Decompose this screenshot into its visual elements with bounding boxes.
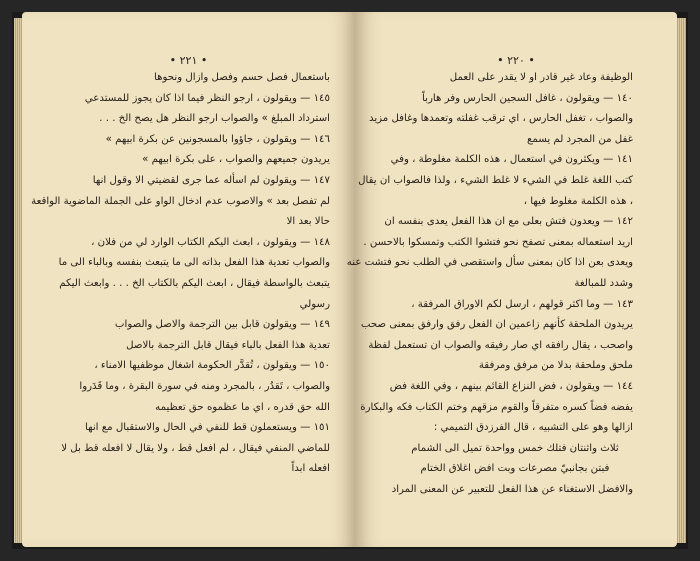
text-line: للماضي المنفي فيقال ، لم افعل قط ، ولا يقال لا افعله قط بل لا — [61, 442, 330, 454]
text-line: ١٤٤ — ويقولون ، فض النزاع القائم بينهم ، وفي اللغة فض — [389, 380, 633, 392]
text-line: غفل من المجرد لم يسمع — [526, 133, 633, 145]
text-line: ١٤٥ — ويقولون ، ارجو النظر فيما اذا كان يجوز للمستدعي — [84, 92, 330, 104]
text-line: ازالها وهو على التشبيه ، قال الفرزدق التميمي : — [433, 422, 633, 434]
text-line: تعدية هذا الفعل بالباء فيقال قابل الترجمة بالاصل — [126, 339, 330, 351]
open-book — [12, 12, 688, 549]
text-line: ١٤٧ — ويقولون لم اسأله عما جرى لقضيتي الا وقول انها — [92, 174, 330, 186]
text-line: يريدون جميعهم والصواب ، على بكرة ابيهم » — [142, 154, 330, 166]
text-line: والصواب ، تغفل الحارس ، اي ترقب غفلته وتعمدها وغافل مزيد — [368, 113, 633, 125]
text-line: ويعدى بعن اذا كان بمعنى سأل واستقصى في الطلب نحو فتشت عنه — [346, 257, 633, 269]
text-line: لم تفصل بعد » والاصوب عدم ادخال الواو على الجملة الماضوية الواقعة — [31, 195, 330, 207]
text-line: وشدد للمبالغة — [574, 277, 633, 289]
text-line: والافضل الاستغناء عن هذا الفعل للتعبير عن المعنى المراد — [391, 483, 633, 495]
page-text — [346, 68, 633, 500]
page-number: • ٢٢١ • — [169, 54, 208, 67]
text-line: يريدون الملحقة كأنهم زاعمين ان الفعل رفق وارفق بمعنى صحب — [360, 319, 633, 331]
text-line: كتب اللغة غلط في الشيء لا غلط الشيء ، ولذا فالصواب ان يقال — [358, 174, 633, 186]
text-line: ١٤١ — ويكثرون في استعمال ، هذه الكلمة مغلوطة ، وفي — [390, 154, 633, 166]
right-page — [346, 12, 677, 547]
page-number: • ٢٢٠ • — [497, 54, 535, 67]
text-line: واصحب ، يقال رافقه اي صار رفيقه والصواب ان تستعمل لفظة — [368, 339, 633, 351]
text-line: ١٤٠ — ويقولون ، غافل السجين الحارس وفر هارباً — [422, 92, 633, 104]
right-page-edges — [676, 18, 686, 543]
text-line: يتبعث بالواسطة فيقال ، ابعث اليكم بالكتاب الخ . . . وابعث اليكم — [59, 277, 330, 289]
text-line: رسولي — [299, 298, 330, 310]
text-line: ١٥٠ — ويقولون ، تُقدَّر الحكومة اشغال موظفيها الامناء ، — [94, 360, 330, 372]
text-line: ١٥١ — ويستعملون قط للنفي في الحال والاستقبال مع انها — [85, 422, 330, 434]
text-line: والصواب ، تَقدُر ، بالمجرد ومنه في سورة البقرة ، وما قَدَروا — [79, 380, 330, 392]
text-line: ١٤٨ — ويقولون ، ابعث اليكم الكتاب الوارد لي من فلان ، — [91, 236, 330, 248]
text-line: ، هذه الكلمة مغلوط فيها ، — [523, 195, 633, 207]
text-line: يفضه فضاً كسره متفرقاً والقوم مزقهم وختم الكتاب فكه والبكارة — [360, 401, 633, 413]
text-line: ١٤٩ — ويقولون قابل بين الترجمة والاصل والصواب — [114, 319, 330, 331]
text-line: الوظيفة وعاد غير قادر او لا يقدر على العمل — [449, 72, 633, 83]
poem-verse: فبتن بجانبيّ مصرعات وبت افض اغلاق الختام — [420, 463, 610, 475]
left-page — [22, 12, 355, 547]
text-line: ملحق وملحقة بدلا من مرفق ومرفقة — [478, 360, 633, 372]
poem-verse: ثلاث واثنتان فتلك خمس وواحدة تميل الى الشمام — [411, 442, 619, 454]
text-line: ١٤٦ — ويقولون ، جاؤوا بالمسجونين عن بكرة ابيهم » — [105, 133, 330, 145]
text-line: الله حق قدره ، اي ما عظموه حق تعظيمه — [155, 401, 330, 413]
text-line: ١٤٣ — وما اكثر قولهم ، ارسل لكم الاوراق المرفقة ، — [411, 298, 633, 310]
text-line: والصواب تعدية هذا الفعل بذاته الى ما يتبعث بنفسه وبالباء الى ما — [58, 257, 330, 269]
text-line: باستعمال فصل حسم وفصل وازال ونحوها — [154, 72, 330, 83]
text-line: افعله ابداً — [291, 463, 330, 475]
text-line: حالا بعد الا — [286, 216, 330, 228]
text-line: استرداد المبلغ » والصواب ارجو النظر هل يصح الخ . . . — [99, 113, 330, 125]
page-text — [31, 68, 330, 480]
text-line: اريد استعماله بمعنى تصفح نحو فتشوا الكتب وتمسكوا بالاحسن . — [363, 236, 633, 248]
text-line: ١٤٢ — ويعدون فتش بعلى مع ان هذا الفعل يعدى بنفسه ان — [384, 216, 633, 228]
